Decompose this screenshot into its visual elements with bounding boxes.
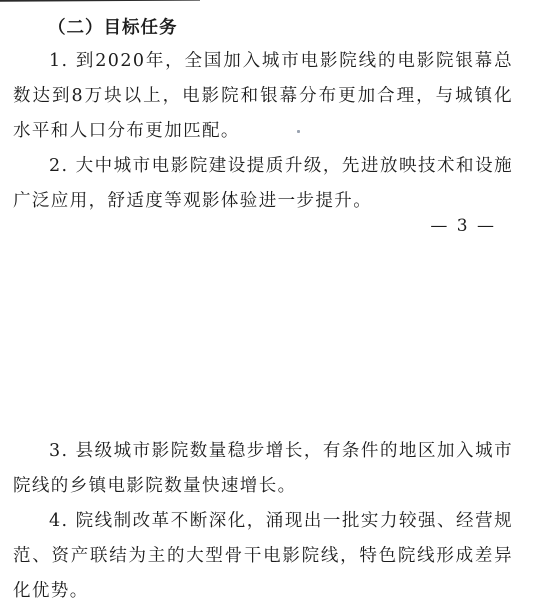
paragraph-item-1: 1. 到2020年，全国加入城市电影院线的电影院银幕总数达到8万块以上，电影院和银幕分布更加合理，与城镇化水平和人口分布更加匹配。: [13, 51, 513, 141]
paragraph-item-2: 2. 大中城市电影院建设提质升级，先进放映技术和设施广泛应用，舒适度等观影体验进一步提升。: [13, 156, 513, 211]
page-number: — 3 —: [430, 216, 496, 236]
scan-speck: [297, 130, 300, 133]
section-heading: （二）目标任务: [48, 18, 178, 38]
paragraph-item-3: 3. 县级城市影院数量稳步增长，有条件的地区加入城市院线的乡镇电影院数量快速增长。: [13, 441, 513, 496]
document-page-upper: [0, 0, 536, 252]
paragraph-item-4: 4. 院线制改革不断深化，涌现出一批实力较强、经营规范、资产联结为主的大型骨干电影院线，特色院线形成差异化优势。: [13, 511, 513, 601]
document-page-lower: [0, 418, 536, 606]
torn-page-edge: [0, 0, 200, 3]
